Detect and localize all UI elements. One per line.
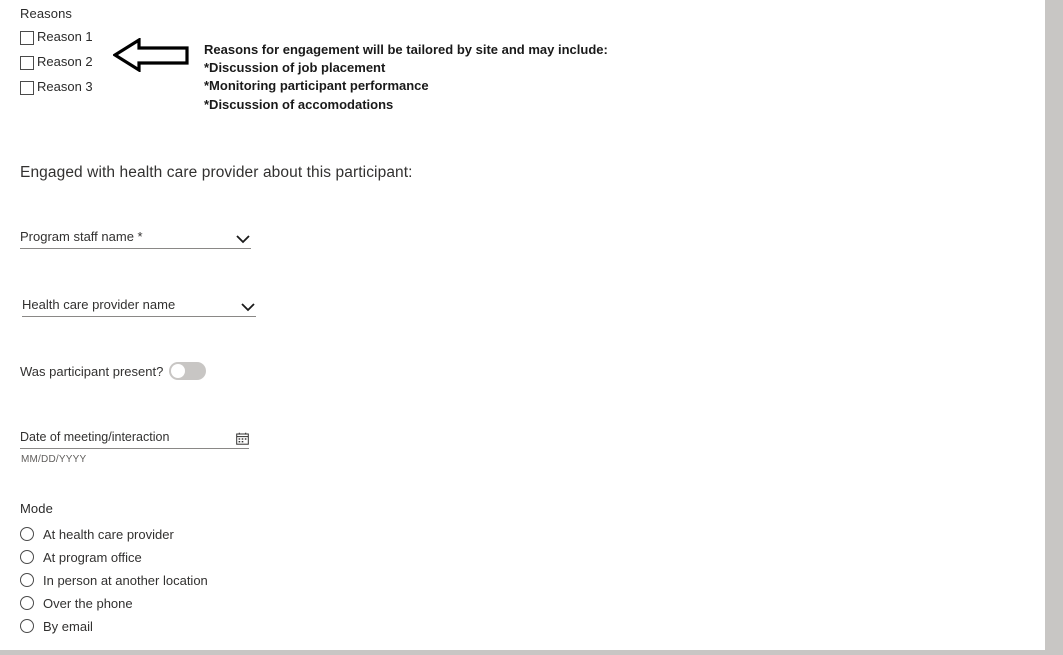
section-heading: Engaged with health care provider about this participant:: [20, 164, 413, 181]
radio-row[interactable]: [20, 550, 208, 564]
chevron-down-icon[interactable]: [235, 233, 251, 248]
reasons-group-label: Reasons: [20, 6, 73, 21]
participant-present-row: [20, 362, 206, 380]
radio-icon-at-health-care-provider[interactable]: [20, 527, 34, 541]
radio-label-at-health-care-provider: At health care provider: [43, 526, 174, 542]
checkbox-row[interactable]: [20, 30, 93, 45]
radio-row[interactable]: [20, 619, 208, 633]
annotation-note-line: *Monitoring participant performance: [204, 78, 429, 94]
checkbox-label-reason-2: Reason 2: [37, 54, 93, 69]
annotation-note: [204, 41, 608, 114]
calendar-icon[interactable]: [236, 432, 249, 448]
mode-group-label: Mode: [20, 501, 53, 516]
meeting-date-input[interactable]: [20, 424, 249, 449]
radio-label-over-the-phone: Over the phone: [43, 595, 133, 611]
radio-icon-at-program-office[interactable]: [20, 550, 34, 564]
reasons-group: [20, 6, 93, 105]
left-arrow-icon: [113, 38, 189, 72]
checkbox-icon-reason-2[interactable]: [20, 56, 34, 70]
annotation-note-line: *Discussion of job placement: [204, 60, 386, 76]
radio-row[interactable]: [20, 573, 208, 587]
radio-row[interactable]: [20, 596, 208, 610]
program-staff-name-dropdown[interactable]: [20, 222, 251, 249]
checkbox-icon-reason-1[interactable]: [20, 31, 34, 45]
checkbox-icon-reason-3[interactable]: [20, 81, 34, 95]
radio-row[interactable]: [20, 527, 208, 541]
toggle-knob: [171, 364, 185, 378]
checkbox-label-reason-1: Reason 1: [37, 29, 93, 44]
annotation-note-line: *Discussion of accomodations: [204, 96, 394, 112]
radio-label-at-program-office: At program office: [43, 549, 142, 565]
participant-present-toggle[interactable]: [169, 362, 206, 380]
meeting-date-hint: MM/DD/YYYY: [21, 454, 87, 465]
page-bottom-margin: [0, 650, 1063, 655]
radio-label-by-email: By email: [43, 618, 93, 634]
chevron-down-icon[interactable]: [240, 301, 256, 316]
provider-name-label: Health care provider name: [22, 297, 176, 312]
radio-icon-in-person-another-location[interactable]: [20, 573, 34, 587]
participant-present-label: Was participant present?: [20, 363, 164, 379]
checkbox-label-reason-3: Reason 3: [37, 79, 93, 94]
radio-icon-by-email[interactable]: [20, 619, 34, 633]
checkbox-row[interactable]: [20, 55, 93, 70]
page-right-margin: [1045, 0, 1063, 655]
provider-name-dropdown[interactable]: [22, 290, 256, 317]
meeting-date-label: Date of meeting/interaction: [20, 430, 170, 444]
radio-label-in-person-another-location: In person at another location: [43, 572, 208, 588]
annotation-note-line: Reasons for engagement will be tailored by site and may include:: [204, 42, 608, 57]
radio-icon-over-the-phone[interactable]: [20, 596, 34, 610]
mode-group: [20, 501, 208, 642]
program-staff-name-label: Program staff name *: [20, 229, 143, 244]
checkbox-row[interactable]: [20, 80, 93, 95]
